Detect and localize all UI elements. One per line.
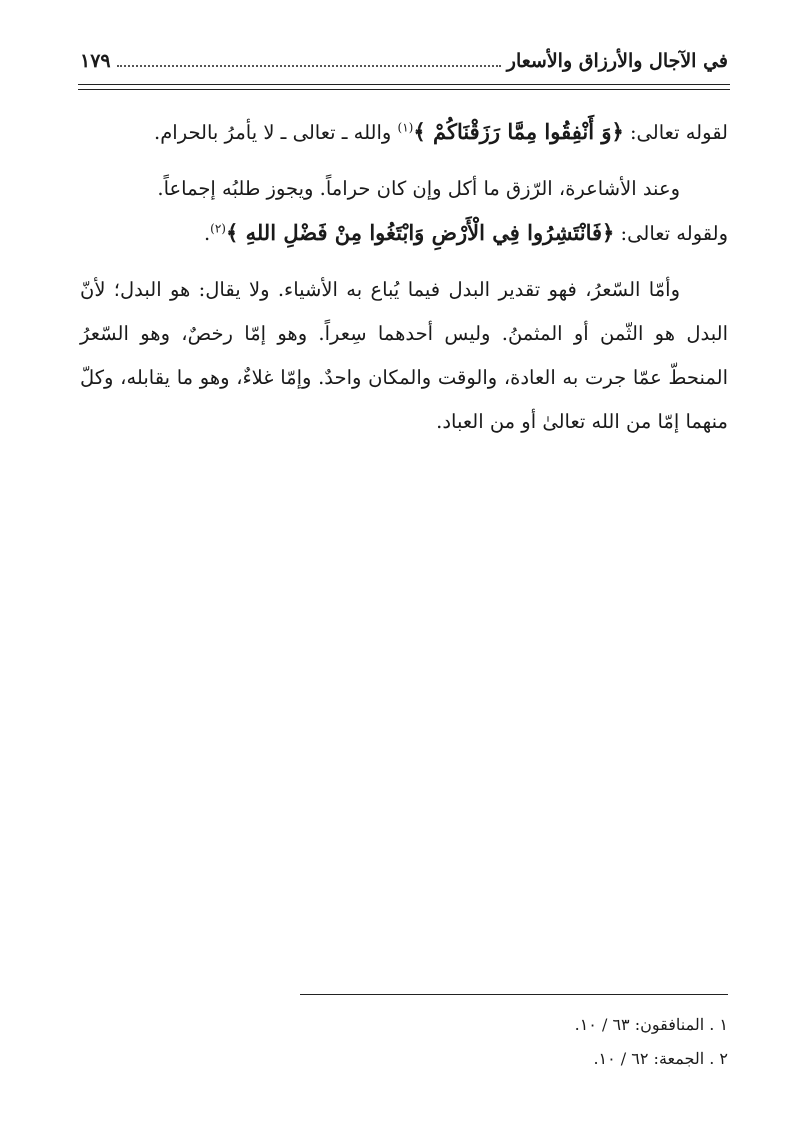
header-rule-top: [78, 84, 730, 85]
quran-verse-1: ﴿وَ أَنْفِقُوا مِمَّا رَزَقْنَاكُمْ ﴾: [413, 119, 624, 144]
footnote-ref-2: (٢): [210, 221, 226, 236]
p3-tail: .: [203, 222, 211, 245]
running-title: في الآجال والأرزاق والأسعار: [506, 50, 728, 72]
paragraph-4: وأمّا السّعرُ، فهو تقدير البدل فيما يُباع به الأشياء. ولا يقال: هو البدل؛ لأنّ البدل هو الثّمن أو المثمنُ. وليس أحدهما سِعراً. وهو إمّا رخصٌ، وهو السّعرُ المنحطّ عمّا جرت به العادة، والوقت والمكان واحدٌ. وإمّا غلاءٌ، وهو ما يقابله، وكلّ منهما إمّا من الله تعالىٰ أو من العباد.: [80, 278, 728, 433]
footnote-2: ٢ . الجمعة: ٦٢ / ١٠.: [593, 1049, 728, 1068]
page-number: ١٧٩: [80, 50, 111, 72]
paragraph-2: وعند الأشاعرة، الرّزق ما أكل وإن كان حراماً. ويجوز طلبُه إجماعاً.: [157, 177, 680, 200]
p3-lead: ولقوله تعالى:: [614, 222, 728, 245]
footnote-separator: [300, 994, 728, 995]
footnote-ref-1: (١): [397, 120, 414, 135]
header-leader-dots: [117, 64, 501, 67]
paragraph-3: [80, 211, 728, 256]
page-header: [80, 42, 728, 76]
p1-tail: والله ـ تعالى ـ لا يأمرُ بالحرام.: [154, 121, 398, 144]
body-text: [80, 110, 728, 444]
footnotes: [80, 1008, 728, 1076]
footnote-1: ١ . المنافقون: ٦٣ / ١٠.: [574, 1015, 728, 1034]
header-rule-bottom: [78, 89, 730, 90]
paragraph-1: [80, 110, 728, 155]
quran-verse-2: ﴿فَانْتَشِرُوا فِي الْأَرْضِ وَابْتَغُوا مِنْ فَضْلِ اللهِ ﴾: [225, 220, 615, 245]
p1-lead: لقوله تعالى:: [623, 121, 728, 144]
